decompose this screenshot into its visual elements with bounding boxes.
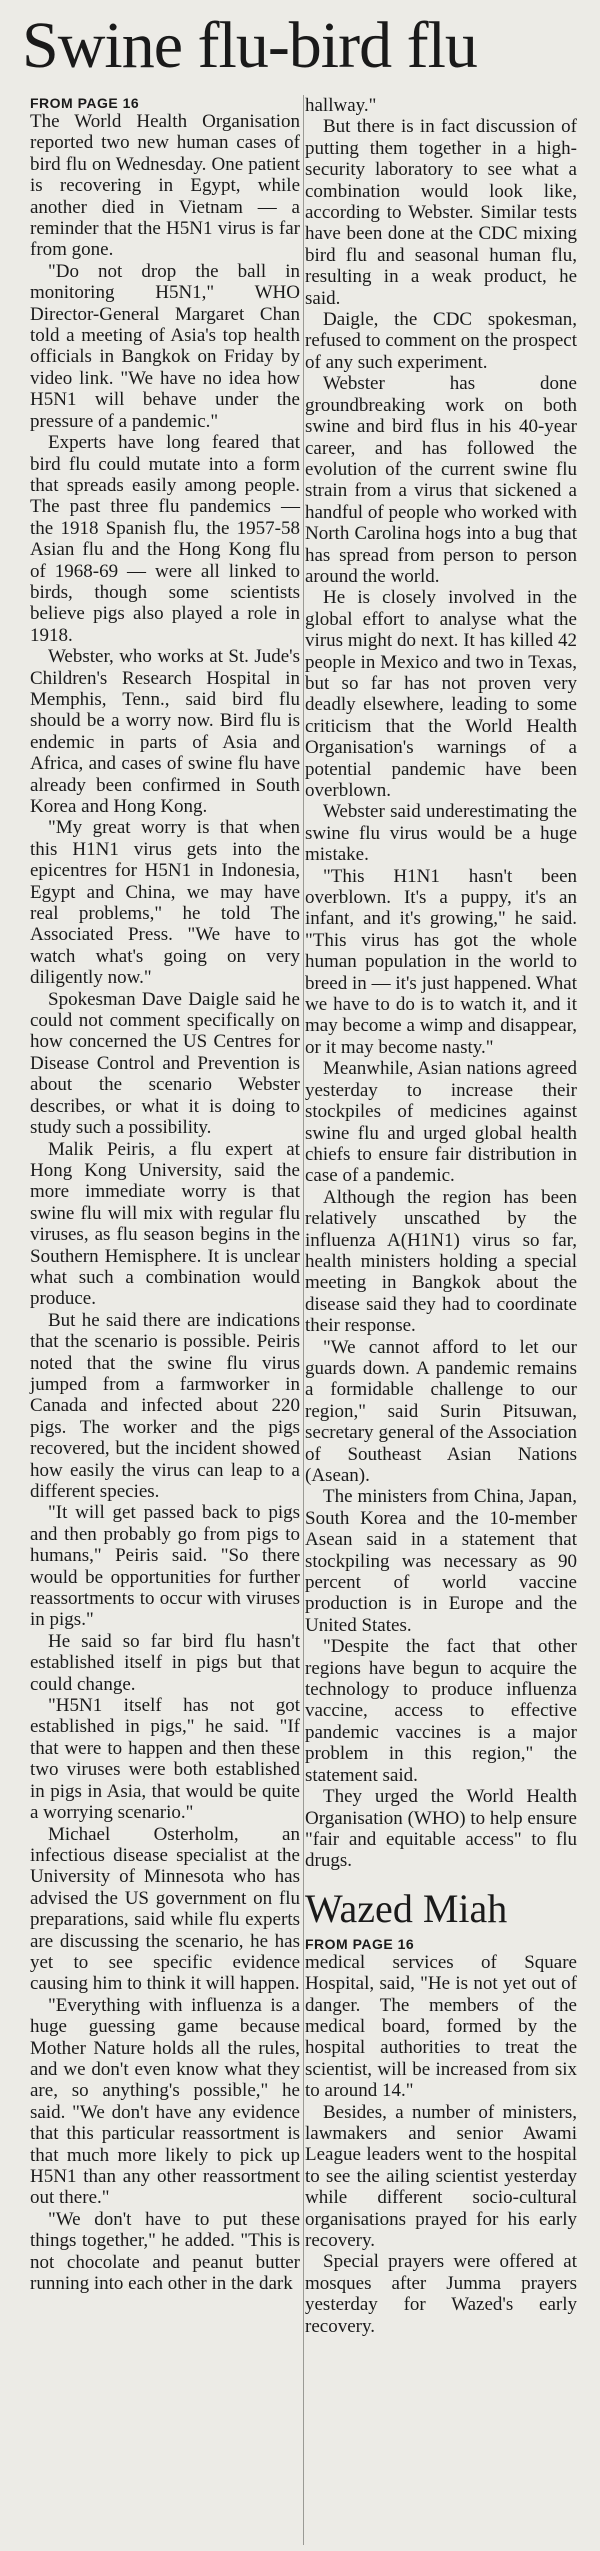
- article-left-column: [30, 95, 300, 2294]
- paragraph: "It will get passed back to pigs and then probably go from pigs to humans," Peiris said. "So there would be opportunities for further reassortments to occur with viruses in pigs.": [30, 1502, 300, 1631]
- paragraph: He is closely involved in the global effort to analyse what the virus might do next. It has killed 42 people in Mexico and two in Texas, but so far has not proven very deadly elsewhere, leading to some criticism that the World Health Organisation's warnings of a potential pandemic have been overblown.: [305, 587, 577, 801]
- paragraph: Webster said underestimating the swine flu virus would be a huge mistake.: [305, 801, 577, 866]
- column-divider: [303, 95, 304, 2545]
- second-headline: Wazed Miah: [305, 1885, 508, 1931]
- paragraph: But he said there are indications that the scenario is possible. Peiris noted that the swine flu virus jumped from a farmworker in Canada and infected about 220 pigs. The worker and the pigs recovered, but the incident showed how easily the virus can leap to a different species.: [30, 1309, 300, 1502]
- paragraph: "We cannot afford to let our guards down. A pandemic remains a formidable challenge to our region," said Surin Pitsuwan, secretary general of the Association of Southeast Asian Nations (Asean).: [305, 1336, 577, 1486]
- paragraph: Daigle, the CDC spokesman, refused to comment on the prospect of any such experiment.: [305, 309, 577, 373]
- paragraph: Besides, a number of ministers, lawmakers and senior Awami League leaders went to the hospital to see the ailing scientist yesterday while different socio-cultural organisations prayed for his early recovery.: [305, 2101, 577, 2251]
- paragraph: Webster has done groundbreaking work on both swine and bird flus in his 40-year career, and has followed the evolution of the current swine flu strain from a virus that sickened a handful of people who worked with North Carolina hogs into a bug that has spread from person to person around the world.: [305, 373, 577, 587]
- continuation-label: FROM PAGE 16: [30, 95, 140, 111]
- paragraph: Webster, who works at St. Jude's Children's Research Hospital in Memphis, Tenn., said bird flu should be a worry now. Bird flu is endemic in parts of Asia and Africa, and cases of swine flu have already been confirmed in South Korea and Hong Kong.: [30, 646, 300, 817]
- paragraph: But there is in fact discussion of putting them together in a high-security laboratory to see what a combination would look like, according to Webster. Similar tests have been done at the CDC mixing bird flu and seasonal human flu, resulting in a weak product, he said.: [305, 116, 577, 309]
- paragraph: Although the region has been relatively unscathed by the influenza A(H1N1) virus so far, health ministers holding a special meeting in Bangkok about the disease said they had to coordinate their response.: [305, 1186, 577, 1337]
- paragraph: "Everything with influenza is a huge guessing game because Mother Nature holds all the rules, and we don't even know what they are, so anything's possible," he said. "We don't have any evidence that this particular reassortment is that much more likely to pick up H5N1 than any other reassortment out there.": [30, 1994, 300, 2209]
- paragraph: The ministers from China, Japan, South Korea and the 10-member Asean said in a statement that stockpiling was necessary as 90 percent of world vaccine production is in Europe and the United States.: [305, 1486, 577, 1636]
- paragraph: "H5N1 itself has not got established in pigs," he said. "If that were to happen and then these two viruses were both established in pigs in Asia, that would be quite a worrying scenario.": [30, 1695, 300, 1824]
- paragraph: "This H1N1 hasn't been overblown. It's a puppy, it's an infant, and it's growing," he said. "This virus has got the whole human population in the world to breed in — it's just happened. What we have to do is to watch it, and it may become a wimp and disappear, or it may become nasty.": [305, 865, 577, 1058]
- paragraph: "My great worry is that when this H1N1 virus gets into the epicentres for H5N1 in Indonesia, Egypt and China, we may have real problems," he told The Associated Press. "We have to watch what's going on very diligently now.": [30, 817, 300, 989]
- paragraph: The World Health Organisation reported two new human cases of bird flu on Wednesday. One patient is recovering in Egypt, while another died in Vietnam — a reminder that the H5N1 virus is far from gone.: [30, 111, 300, 261]
- paragraph: Experts have long feared that bird flu could mutate into a form that spreads easily among people. The past three flu pandemics — the 1918 Spanish flu, the 1957-58 Asian flu and the Hong Kong flu of 1968-69 — were all linked to birds, though some scientists believe pigs also played a role in 1918.: [30, 432, 300, 646]
- paragraph: Malik Peiris, a flu expert at Hong Kong University, said the more immediate worry is that swine flu will mix with regular flu viruses, as flu season begins in the Southern Hemisphere. It is unclear what such a combination would produce.: [30, 1138, 300, 1310]
- headline: Swine flu-bird flu: [22, 9, 477, 82]
- continuation-label: FROM PAGE 16: [305, 1935, 415, 1952]
- paragraph: They urged the World Health Organisation (WHO) to help ensure "fair and equitable access" to flu drugs.: [305, 1786, 577, 1872]
- paragraph: "We don't have to put these things together," he added. "This is not chocolate and peanut butter running into each other in the dark: [30, 2208, 300, 2295]
- paragraph: medical services of Square Hospital, said, "He is not yet out of danger. The members of the medical board, formed by the hospital authorities to treat the scientist, will be increased from six to around 14.": [305, 1951, 577, 2102]
- paragraph: Meanwhile, Asian nations agreed yesterday to increase their stockpiles of medicines against swine flu and urged global health chiefs to ensure fair distribution in case of a pandemic.: [305, 1058, 577, 1187]
- article-right-column: [305, 95, 577, 2337]
- paragraph: hallway.": [305, 95, 377, 116]
- paragraph: "Despite the fact that other regions have begun to acquire the technology to produce influenza vaccine, access to effective pandemic vaccines is a major problem in this region," the statement said.: [305, 1636, 577, 1786]
- paragraph: "Do not drop the ball in monitoring H5N1," WHO Director-General Margaret Chan told a meeting of Asia's top health officials in Bangkok on Friday by video link. "We have no idea how H5N1 will behave under the pressure of a pandemic.": [30, 260, 300, 432]
- paragraph: Michael Osterholm, an infectious disease specialist at the University of Minnesota who has advised the US government on flu preparations, said while flu experts are discussing the scenario, he has yet to see specific evidence causing him to think it will happen.: [30, 1823, 300, 1995]
- paragraph: He said so far bird flu hasn't established itself in pigs but that could change.: [30, 1630, 300, 1695]
- paragraph: Spokesman Dave Daigle said he could not comment specifically on how concerned the US Centres for Disease Control and Prevention is about the scenario Webster describes, or what it is doing to study such a possibility.: [30, 988, 300, 1139]
- paragraph: Special prayers were offered at mosques after Jumma prayers yesterday for Wazed's early recovery.: [305, 2251, 577, 2337]
